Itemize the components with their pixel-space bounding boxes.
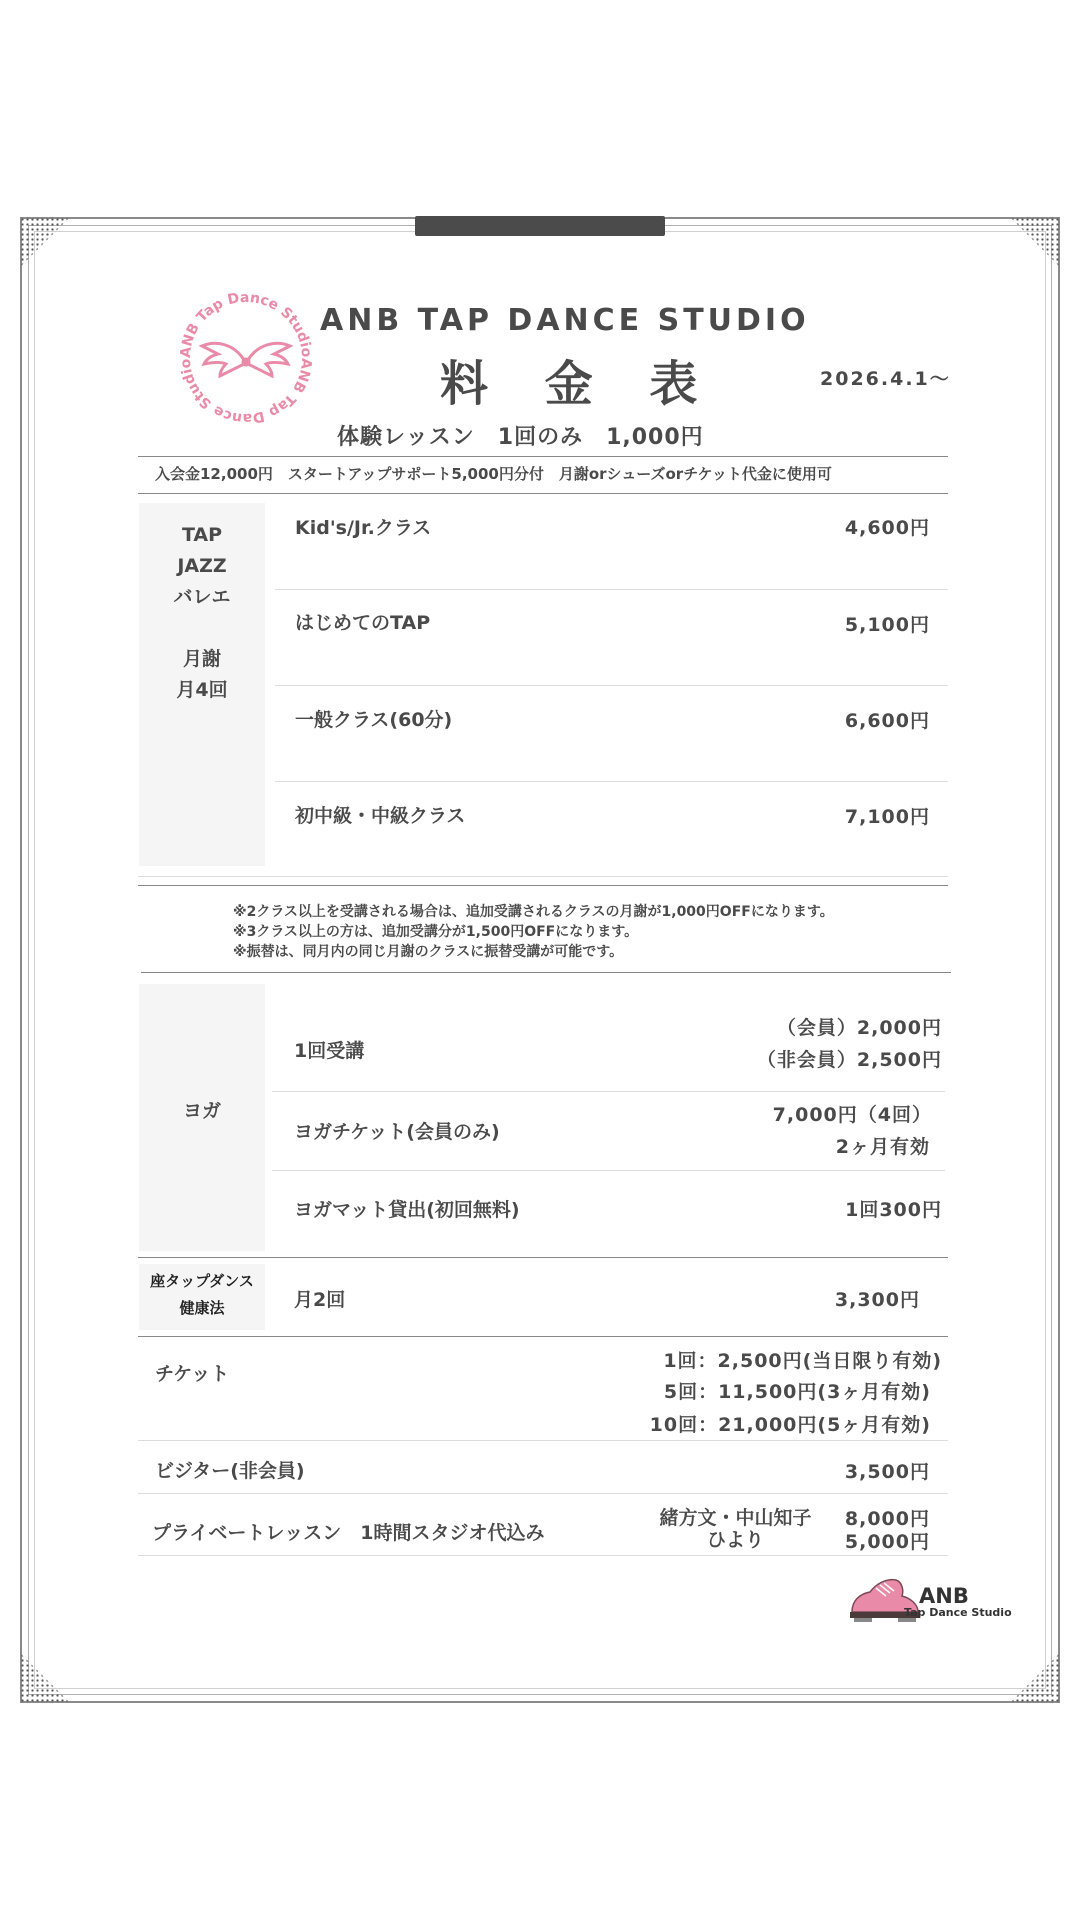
enrollment-fee-text: 入会金12,000円 スタートアップサポート5,000円分付 月謝orシューズorチケット代金に使用可: [155, 465, 832, 483]
row-divider: [275, 589, 948, 590]
footer-brand-sub: Tap Dance Studio: [904, 1606, 1012, 1619]
studio-wings-logo-icon: [176, 288, 316, 428]
class-item-name: Kid's/Jr.クラス: [295, 517, 432, 539]
discount-note: ※2クラス以上を受講される場合は、追加受講されるクラスの月謝が1,000円OFFになります。: [233, 904, 834, 920]
class-item-name: 初中級・中級クラス: [295, 805, 466, 827]
studio-name: ANB TAP DANCE STUDIO: [320, 303, 810, 338]
row-divider: [275, 781, 948, 782]
divider: [138, 1257, 948, 1258]
yoga-item-price: 2ヶ月有効: [835, 1136, 930, 1158]
effective-date: 2026.4.1〜: [820, 368, 951, 390]
yoga-item-price: （非会員）2,500円: [756, 1049, 942, 1071]
row-divider: [138, 876, 948, 877]
yoga-category-label: ヨガ: [182, 1100, 221, 1122]
svg-text:ANB Tap Dance Studio: [178, 290, 314, 359]
class-item-name: はじめてのTAP: [295, 612, 431, 634]
svg-text:ANB Tap Dance Studio: [178, 358, 314, 427]
class-item-price: 7,100円: [844, 806, 930, 828]
row-divider: [272, 1170, 945, 1171]
clipboard-clip: [415, 216, 665, 236]
class-item-price: 4,600円: [844, 517, 930, 539]
divider: [141, 972, 951, 973]
yoga-item-price: 7,000円（4回）: [772, 1104, 932, 1126]
yoga-item-price: 1回300円: [845, 1199, 942, 1221]
logo-ring-text: ANB Tap Dance Studio: [177, 289, 315, 359]
transfer-note: ※振替は、同月内の同じ月謝のクラスに振替受講が可能です。: [233, 944, 624, 960]
private-teacher-price: 8,000円: [844, 1508, 930, 1530]
row-divider: [138, 1440, 948, 1441]
visitor-label: ビジター(非会員): [155, 1460, 305, 1482]
row-divider: [275, 685, 948, 686]
divider: [138, 456, 948, 457]
seated-category-label: 座タップダンス 健康法: [150, 1272, 254, 1317]
page-title: 料 金 表: [440, 356, 718, 412]
ticket-price-line: 5回：11,500円(3ヶ月有効): [663, 1381, 931, 1403]
visitor-price: 3,500円: [844, 1461, 930, 1483]
divider: [138, 1336, 948, 1337]
class-item-name: 一般クラス(60分): [295, 709, 453, 731]
yoga-item-name: ヨガチケット(会員のみ): [294, 1121, 500, 1143]
ticket-price-line: 10回：21,000円(5ヶ月有効): [649, 1414, 931, 1436]
yoga-item-name: ヨガマット貸出(初回無料): [294, 1199, 520, 1221]
row-divider: [272, 1091, 945, 1092]
ticket-label: チケット: [155, 1363, 230, 1385]
class-item-price: 6,600円: [844, 710, 930, 732]
private-lesson-label: プライベートレッスン 1時間スタジオ代込み: [152, 1522, 545, 1544]
private-teacher-price: 5,000円: [844, 1531, 930, 1553]
monthly-category-label: TAP JAZZ バレエ 月謝 月4回: [173, 524, 231, 701]
discount-note: ※3クラス以上の方は、追加受講分が1,500円OFFになります。: [233, 924, 639, 940]
footer-brand: ANB: [919, 1584, 969, 1608]
seated-item-price: 3,300円: [834, 1289, 920, 1311]
row-divider: [138, 1493, 948, 1494]
trial-lesson-text: 体験レッスン 1回のみ 1,000円: [337, 425, 704, 450]
row-divider: [138, 1555, 948, 1556]
private-teacher-name: 緒方文・中山知子: [659, 1507, 812, 1529]
divider: [138, 885, 948, 886]
divider: [138, 493, 948, 494]
class-item-price: 5,100円: [844, 614, 930, 636]
ticket-price-line: 1回：2,500円(当日限り有効): [663, 1350, 942, 1372]
seated-item-name: 月2回: [294, 1289, 346, 1311]
private-teacher-name: ひより: [706, 1529, 764, 1551]
logo-ring-text-2: ANB Tap Dance Studio: [177, 357, 315, 427]
yoga-item-name: 1回受講: [294, 1040, 365, 1062]
yoga-item-price: （会員）2,000円: [776, 1017, 942, 1039]
